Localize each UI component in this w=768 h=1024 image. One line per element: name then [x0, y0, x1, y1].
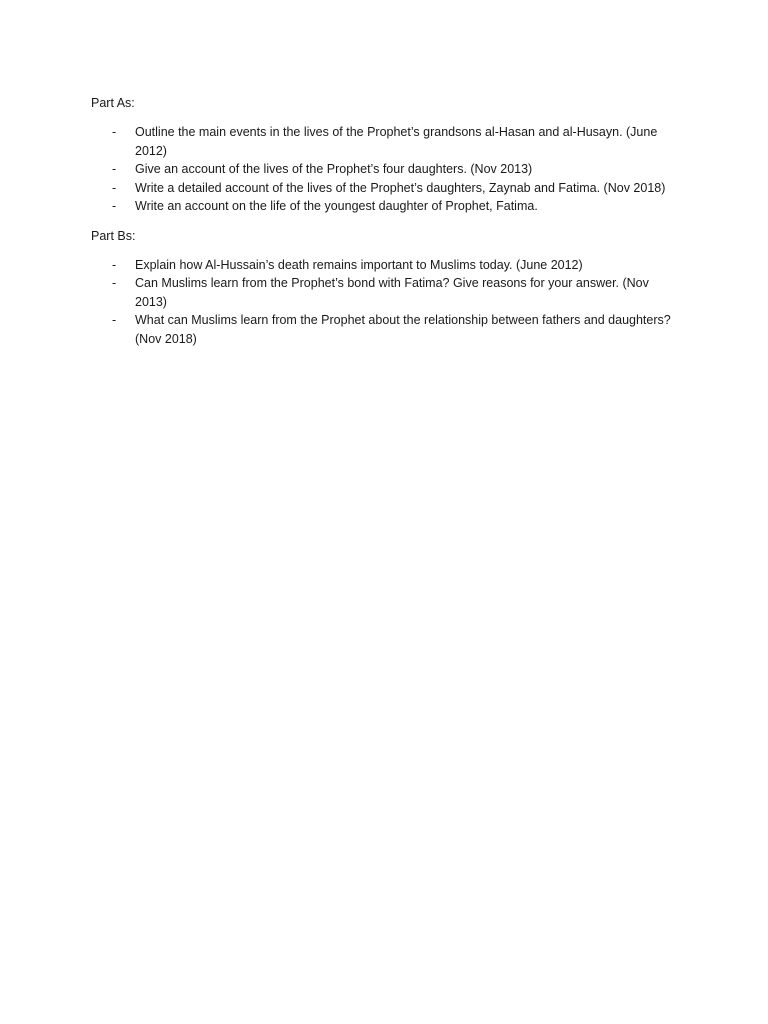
part-a-heading: Part As: [91, 96, 135, 110]
question-text: Can Muslims learn from the Prophet’s bond with Fatima? Give reasons for your answer. (Nov 2013) [135, 276, 649, 309]
bullet-dash: - [112, 125, 117, 139]
part-a-question-1 [91, 123, 691, 160]
part-a-question-3 [91, 179, 691, 198]
question-text: Write a detailed account of the lives of the Prophet’s daughters, Zaynab and Fatima. (Nov 2018) [135, 180, 666, 195]
question-text: Write an account on the life of the youngest daughter of Prophet, Fatima. [135, 199, 538, 213]
bullet-dash: - [112, 162, 117, 176]
part-b-question-list [91, 256, 691, 349]
part-b-question-1 [91, 256, 691, 275]
bullet-dash: - [112, 199, 117, 213]
question-text: What can Muslims learn from the Prophet about the relationship between fathers and daughters? (Nov 2018) [135, 313, 671, 346]
question-text: Explain how Al-Hussain’s death remains important to Muslims today. (June 2012) [135, 257, 583, 272]
bullet-dash: - [112, 276, 117, 290]
bullet-dash: - [112, 257, 117, 272]
bullet-dash: - [112, 180, 117, 195]
part-a-question-list [91, 123, 691, 216]
part-a-question-2 [91, 160, 691, 179]
part-b-heading: Part Bs: [91, 228, 136, 243]
bullet-dash: - [112, 313, 117, 327]
document-content [91, 94, 691, 359]
part-b-question-3 [91, 311, 691, 348]
question-text: Outline the main events in the lives of the Prophet’s grandsons al-Hasan and al-Husayn. (June 2012) [135, 125, 658, 158]
question-text: Give an account of the lives of the Prophet’s four daughters. (Nov 2013) [135, 162, 533, 176]
part-a-question-4 [91, 197, 691, 216]
part-b-question-2 [91, 274, 691, 311]
